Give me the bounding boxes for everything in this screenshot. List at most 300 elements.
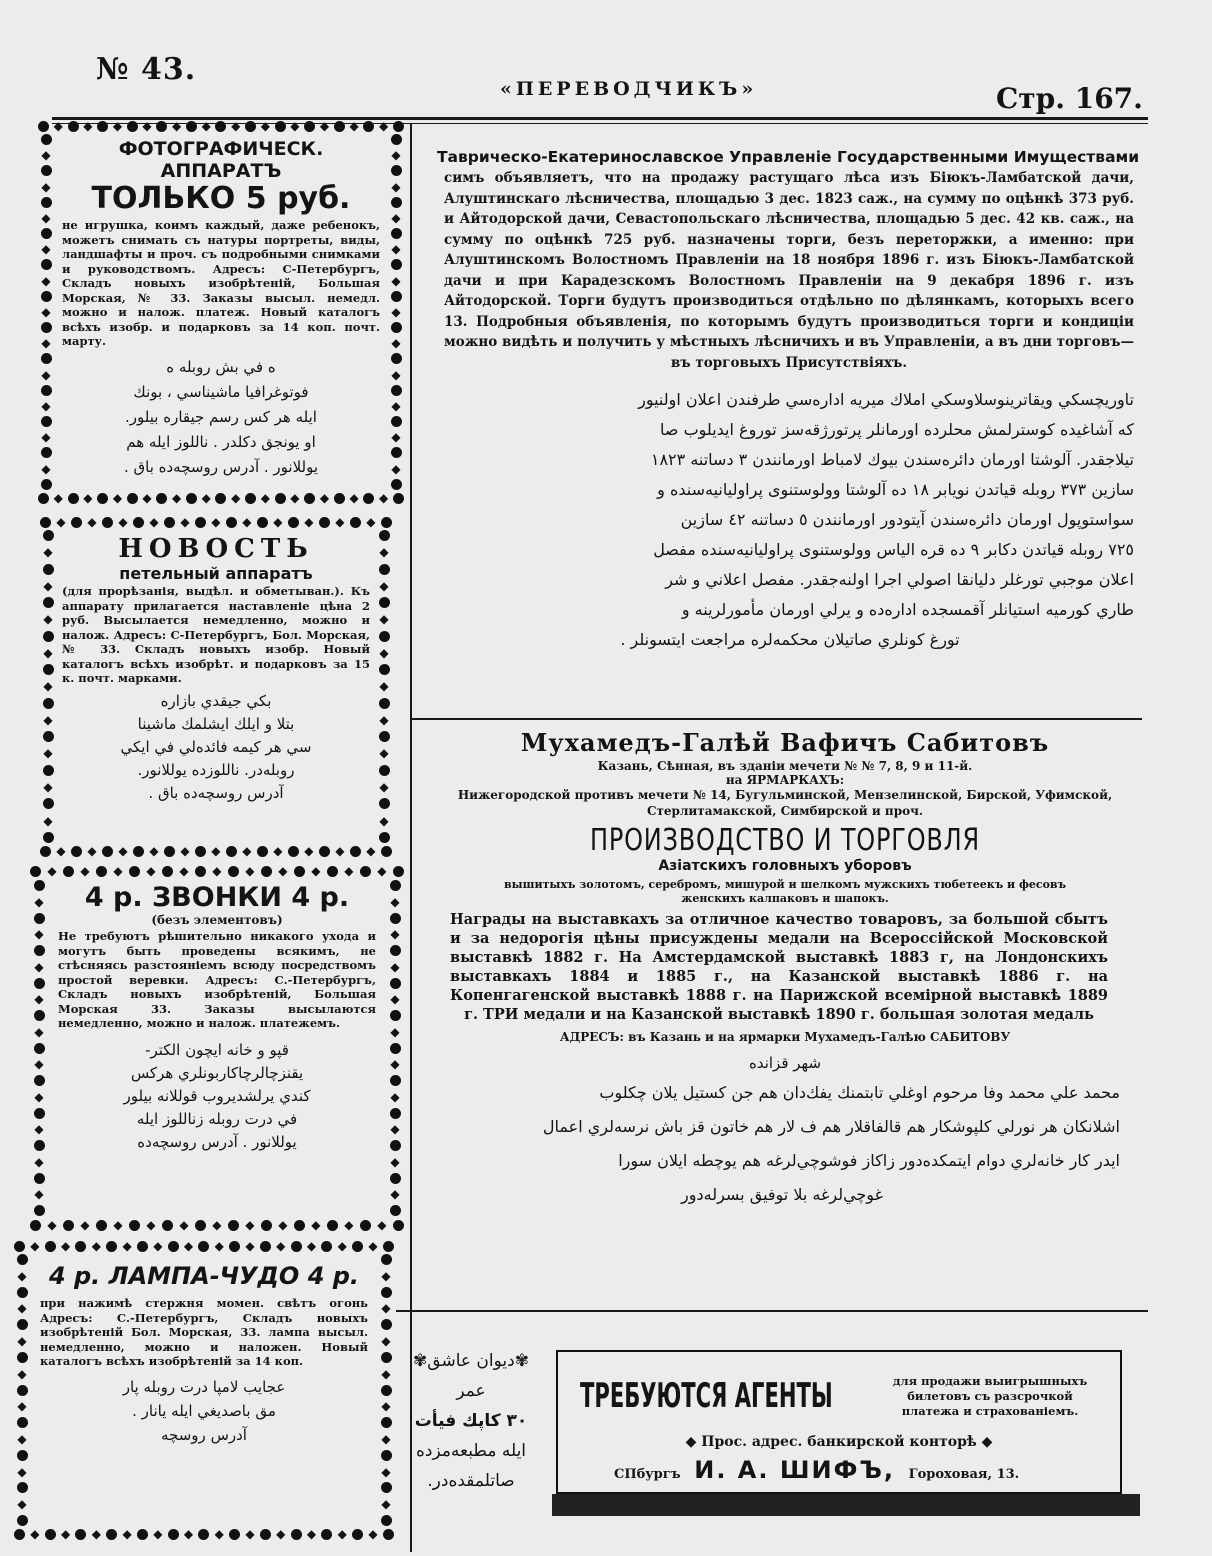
border-diamond: ◆ bbox=[391, 273, 401, 288]
border-diamond: ◆ bbox=[311, 1218, 321, 1232]
border-dot bbox=[379, 530, 390, 541]
border-dot bbox=[304, 121, 315, 132]
border-diamond: ◆ bbox=[180, 515, 190, 529]
border-diamond: ◆ bbox=[41, 242, 51, 257]
diamond-icon: ◆ bbox=[685, 1434, 697, 1450]
border-dot bbox=[379, 698, 390, 709]
border-diamond: ◆ bbox=[391, 336, 401, 351]
border-diamond: ◆ bbox=[391, 210, 401, 225]
border-diamond: ◆ bbox=[368, 1527, 378, 1541]
sabitov-arabic-line: ايدر كار خانه‌لري دوام ايتمكده‌دور زاكاز فوشوچي‌لرغه هم يوچطه ايلان سورا bbox=[618, 1151, 1120, 1170]
zvonki-title: 4 р. ЗВОНКИ 4 р. bbox=[84, 882, 350, 913]
ad-photo-camera bbox=[38, 118, 404, 506]
border-dot bbox=[393, 121, 404, 132]
border-dot bbox=[379, 731, 390, 742]
border-diamond: ◆ bbox=[179, 1218, 189, 1232]
border-diamond: ◆ bbox=[276, 1239, 286, 1253]
border-dot bbox=[381, 1450, 392, 1461]
border-diamond: ◆ bbox=[379, 813, 389, 828]
border-diamond: ◆ bbox=[171, 491, 182, 505]
border-dot bbox=[381, 1254, 392, 1265]
lampa-title: 4 р. ЛАМПА-ЧУДО 4 р. bbox=[48, 1262, 360, 1290]
divan-place: ايله مطبعه‌مزده bbox=[415, 1441, 527, 1461]
border-dot bbox=[393, 1220, 404, 1231]
border-diamond: ◆ bbox=[319, 119, 330, 133]
border-dot bbox=[379, 832, 390, 843]
border-dot bbox=[383, 1529, 394, 1540]
border-bottom bbox=[40, 843, 392, 859]
border-dot bbox=[390, 1205, 401, 1216]
border-diamond: ◆ bbox=[41, 367, 51, 382]
border-diamond: ◆ bbox=[41, 273, 51, 288]
border-diamond: ◆ bbox=[379, 712, 389, 727]
border-diamond: ◆ bbox=[34, 1024, 44, 1039]
border-diamond: ◆ bbox=[87, 844, 97, 858]
border-dot bbox=[34, 913, 45, 924]
border-dot bbox=[294, 866, 305, 877]
photo-ad-arabic-line: يوللانور . آدرس روسچه‌ده باق . bbox=[123, 457, 319, 476]
border-dot bbox=[17, 1319, 28, 1330]
border-dot bbox=[228, 1220, 239, 1231]
border-diamond: ◆ bbox=[278, 864, 288, 878]
border-dot bbox=[226, 517, 237, 528]
border-diamond: ◆ bbox=[231, 119, 241, 133]
border-diamond: ◆ bbox=[335, 844, 345, 858]
border-dot bbox=[30, 866, 41, 877]
border-diamond: ◆ bbox=[214, 1527, 224, 1541]
border-diamond: ◆ bbox=[290, 491, 300, 505]
lampa-body: при нажимѣ стержня момен. свѣтъ огонь Адресъ: С.-Петербургъ, Складъ новыхъ изобрѣтеній Бол. Морская, 33. лампа высыл. немедленно, можно и наложен. Новый каталогъ всѣхъ изобрѣтеній за 14 коп. bbox=[40, 1296, 368, 1368]
sabitov-heading: ПРОИЗВОДСТВО И ТОРГОВЛЯ bbox=[590, 823, 980, 858]
border-dot bbox=[381, 1385, 392, 1396]
border-dot bbox=[43, 798, 54, 809]
border-dot bbox=[17, 1515, 28, 1526]
border-diamond: ◆ bbox=[17, 1497, 27, 1512]
border-dot bbox=[41, 447, 52, 458]
border-dot bbox=[260, 1241, 271, 1252]
border-dot bbox=[41, 291, 52, 302]
border-dot bbox=[102, 846, 113, 857]
border-dot bbox=[17, 1352, 28, 1363]
sabitov-arabic-line: اشلانكان هر نورلي كلپوشكار هم قالفاقلار هم ف لار هم خاتون قز باش نرسه‌لري اعمال bbox=[542, 1117, 1120, 1136]
border-diamond: ◆ bbox=[231, 491, 241, 505]
border-diamond: ◆ bbox=[113, 864, 123, 878]
border-diamond: ◆ bbox=[335, 515, 345, 529]
border-diamond: ◆ bbox=[43, 712, 53, 727]
border-diamond: ◆ bbox=[319, 491, 330, 505]
border-dot bbox=[43, 631, 54, 642]
border-dot bbox=[14, 1529, 25, 1540]
border-diamond: ◆ bbox=[146, 1218, 156, 1232]
border-dot bbox=[327, 866, 338, 877]
notice-body: симъ объявляетъ, что на продажу растущаго лѣса изъ Біюкъ-Ламбатской дачи, Алуштинскаго лѣсничества, площадью 3 дес. 1823 саж., на сумму по оцѣнкѣ 373 руб. и Айтодорской дачи, Севастопольскаго лѣсничества, площадью 5 дес. 42 кв. саж., на сумму по оцѣнкѣ 725 руб. назначены торги, безъ переторжки, а именно: при Алуштинскомъ Волостномъ Правленіи на 18 ноября 1896 г. изъ Біюкъ-Ламбатской дачи и при Карадезскомъ Волостномъ Правленіи на 9 декабря 1896 г. изъ Айтодорской. Торги будутъ производиться отдѣльно по дѣлянкамъ, которыхъ всего 13. Подробныя объявленія, по которымъ будутъ производиться торги и кондиціи можно видѣть и получить у мѣстныхъ лѣсничихъ и въ Управленіи, а въ дни торговъ—въ торговыхъ Присутствіяхъ. bbox=[444, 170, 1134, 371]
border-diamond: ◆ bbox=[391, 430, 401, 445]
border-dot bbox=[43, 530, 54, 541]
novost-arabic-line: بتلا و ايلك ايشلمك ماشينا bbox=[137, 714, 295, 733]
border-diamond: ◆ bbox=[290, 119, 300, 133]
border-diamond: ◆ bbox=[381, 1301, 391, 1316]
sabitov-ad bbox=[430, 728, 1140, 1212]
border-dot bbox=[68, 121, 79, 132]
novost-arabic-line: روبله‌در. ناللوزده يوللانور. bbox=[137, 760, 295, 779]
border-diamond: ◆ bbox=[245, 1527, 255, 1541]
border-dot bbox=[45, 1241, 56, 1252]
border-dot bbox=[360, 866, 371, 877]
border-dot bbox=[97, 121, 108, 132]
divan-title bbox=[398, 1346, 544, 1376]
border-dot bbox=[363, 493, 374, 504]
border-dot bbox=[41, 134, 52, 145]
border-diamond: ◆ bbox=[30, 1527, 40, 1541]
border-diamond: ◆ bbox=[390, 894, 400, 909]
border-dot bbox=[288, 846, 299, 857]
border-diamond: ◆ bbox=[83, 119, 93, 133]
border-diamond: ◆ bbox=[112, 491, 123, 505]
border-diamond: ◆ bbox=[17, 1399, 27, 1414]
sabitov-arabic-line: محمد علي محمد وفا مرحوم اوغلي تابتمنك يفك‌دان هم جن كستيل يلان چكلوب bbox=[599, 1083, 1120, 1102]
border-diamond: ◆ bbox=[112, 119, 123, 133]
border-diamond: ◆ bbox=[43, 746, 53, 761]
border-diamond: ◆ bbox=[391, 304, 401, 319]
border-diamond: ◆ bbox=[344, 1218, 354, 1232]
border-diamond: ◆ bbox=[211, 844, 221, 858]
border-dot bbox=[294, 1220, 305, 1231]
flower-icon: ✾ bbox=[413, 1351, 428, 1371]
border-dot bbox=[321, 1241, 332, 1252]
border-diamond: ◆ bbox=[306, 1239, 317, 1253]
border-dot bbox=[41, 228, 52, 239]
ad-electric-bells bbox=[30, 862, 404, 1234]
divan-price: ٣٠ كاپك فيأت bbox=[414, 1411, 528, 1431]
page-number: Стр. 167. bbox=[996, 82, 1143, 115]
border-diamond: ◆ bbox=[278, 1218, 288, 1232]
novost-body: (для прорѣзанія, выдѣл. и обметыван.). Къ аппарату прилагается наставленіе цѣна 2 руб. Высылается немедленно, можно и налож. Адресъ: С-Петербургъ, Бол. Морская, № 33. Складъ новыхъ изобр. Новый каталогъ всѣхъ изобрѣт. и подарковъ за 15 к. почт. марками. bbox=[62, 584, 370, 685]
novost-arabic-line: آدرس روسچه‌ده باق . bbox=[148, 783, 284, 802]
sabitov-fairs-label: на ЯРМАРКАХЪ: bbox=[725, 773, 845, 787]
border-diamond: ◆ bbox=[242, 844, 252, 858]
border-dot bbox=[391, 447, 402, 458]
border-diamond: ◆ bbox=[366, 844, 376, 858]
border-dot bbox=[215, 493, 226, 504]
border-diamond: ◆ bbox=[83, 491, 93, 505]
border-dot bbox=[14, 1241, 25, 1252]
border-dot bbox=[390, 1173, 401, 1184]
border-dot bbox=[34, 880, 45, 891]
border-dot bbox=[381, 1319, 392, 1330]
agents-description: для продажи выигрышныхъ билетовъ съ разсрочкой платежа и страхованіемъ. bbox=[892, 1374, 1088, 1418]
border-left bbox=[38, 134, 54, 490]
border-dot bbox=[156, 493, 167, 504]
border-dot bbox=[41, 416, 52, 427]
border-dot bbox=[334, 493, 345, 504]
photo-ad-arabic-line: ايله هر كس رسم جيقاره بيلور. bbox=[125, 407, 317, 426]
border-dot bbox=[38, 493, 49, 504]
border-dot bbox=[260, 1529, 271, 1540]
border-dot bbox=[43, 597, 54, 608]
border-dot bbox=[257, 517, 268, 528]
border-dot bbox=[391, 134, 402, 145]
border-top bbox=[38, 118, 404, 134]
border-diamond: ◆ bbox=[41, 430, 51, 445]
border-dot bbox=[390, 1140, 401, 1151]
border-left bbox=[40, 530, 56, 843]
border-dot bbox=[379, 798, 390, 809]
border-diamond: ◆ bbox=[391, 461, 401, 476]
border-diamond: ◆ bbox=[87, 515, 97, 529]
border-dot bbox=[41, 322, 52, 333]
border-diamond: ◆ bbox=[34, 927, 44, 942]
border-diamond: ◆ bbox=[245, 1239, 255, 1253]
border-diamond: ◆ bbox=[379, 545, 389, 560]
border-diamond: ◆ bbox=[34, 1089, 44, 1104]
border-diamond: ◆ bbox=[214, 1239, 224, 1253]
border-dot bbox=[186, 493, 197, 504]
border-diamond: ◆ bbox=[381, 1497, 391, 1512]
border-dot bbox=[162, 866, 173, 877]
border-dot bbox=[390, 880, 401, 891]
border-dot bbox=[379, 597, 390, 608]
border-diamond: ◆ bbox=[17, 1464, 27, 1479]
sabitov-awards: Награды на выставкахъ за отличное качество товаровъ, за большой сбытъ и за недорогія цѣны присуждены медали на Всероссійской Московской выставкѣ 1882 г. На Амстердамской выставкѣ 1883 г, на Лондонскихъ выставкахъ 1884 и 1885 г., на Казанской выставкѣ 1886 г. на Копенгагенской выставкѣ 1888 г. на Парижской всемірной выставкѣ 1889 г. ТРИ медали и на Казанской выставкѣ 1890 г. большая золотая медаль bbox=[450, 911, 1108, 1023]
zvonki-body: Не требуютъ рѣшительно никакого ухода и могутъ быть проведены всякимъ, не стѣсняясь разстояніемъ всюду посредствомъ простой веревки. Адресъ: С.-Петербургъ, Складъ новыхъ изобрѣтеній, Большая Морская 33. Заказы высылаются немедленно, можно и налож. платежемъ. bbox=[58, 929, 376, 1030]
border-dot bbox=[38, 121, 49, 132]
zvonki-arabic-line: في درت روبله زناللوز ايله bbox=[136, 1109, 298, 1128]
border-diamond: ◆ bbox=[122, 1239, 132, 1253]
border-diamond: ◆ bbox=[381, 1366, 391, 1381]
border-dot bbox=[390, 1043, 401, 1054]
border-dot bbox=[391, 479, 402, 490]
border-diamond: ◆ bbox=[381, 1431, 391, 1446]
border-dot bbox=[75, 1529, 86, 1540]
border-diamond: ◆ bbox=[53, 491, 63, 505]
border-diamond: ◆ bbox=[118, 844, 128, 858]
notice-arabic-line: تيلاجقدر. آلوشتا اورمان دائره‌سندن بيوك لامباط اورمانندن ٣ دساتنه ١٨٢٣ bbox=[650, 450, 1134, 469]
border-dot bbox=[291, 1241, 302, 1252]
border-dot bbox=[381, 846, 392, 857]
border-dot bbox=[43, 832, 54, 843]
border-diamond: ◆ bbox=[80, 864, 90, 878]
agents-wanted-ad bbox=[556, 1350, 1122, 1494]
border-diamond: ◆ bbox=[391, 179, 401, 194]
border-left bbox=[14, 1254, 30, 1526]
border-dot bbox=[45, 1529, 56, 1540]
agents-title: ТРЕБУЮТСЯ АГЕНТЫ bbox=[580, 1376, 833, 1416]
border-diamond: ◆ bbox=[17, 1301, 27, 1316]
border-diamond: ◆ bbox=[390, 1122, 400, 1137]
border-dot bbox=[391, 322, 402, 333]
agents-address-label: Прос. адрес. банкирской конторѣ bbox=[701, 1434, 977, 1450]
border-right bbox=[386, 880, 404, 1216]
border-dot bbox=[43, 731, 54, 742]
border-dot bbox=[350, 846, 361, 857]
border-dot bbox=[17, 1254, 28, 1265]
border-dot bbox=[34, 978, 45, 989]
border-dot bbox=[127, 121, 138, 132]
border-dot bbox=[352, 1529, 363, 1540]
border-diamond: ◆ bbox=[245, 864, 255, 878]
zvonki-subtitle: (безъ элементовъ) bbox=[151, 913, 283, 927]
border-dot bbox=[391, 197, 402, 208]
border-dot bbox=[127, 493, 138, 504]
sabitov-arabic-heading: شهر قزانده bbox=[748, 1054, 822, 1072]
border-dot bbox=[245, 121, 256, 132]
border-dot bbox=[379, 765, 390, 776]
border-diamond: ◆ bbox=[391, 367, 401, 382]
border-diamond: ◆ bbox=[201, 491, 211, 505]
border-diamond: ◆ bbox=[43, 545, 53, 560]
border-dot bbox=[391, 416, 402, 427]
agents-city: СПбургъ bbox=[614, 1467, 681, 1482]
border-dot bbox=[379, 664, 390, 675]
border-diamond: ◆ bbox=[80, 1218, 90, 1232]
border-diamond: ◆ bbox=[212, 864, 222, 878]
border-right bbox=[388, 134, 404, 490]
border-right bbox=[376, 530, 392, 843]
border-dot bbox=[164, 846, 175, 857]
border-dot bbox=[71, 517, 82, 528]
border-dot bbox=[391, 165, 402, 176]
border-diamond: ◆ bbox=[118, 515, 128, 529]
border-dot bbox=[30, 1220, 41, 1231]
border-diamond: ◆ bbox=[201, 119, 211, 133]
border-bottom bbox=[30, 1216, 404, 1234]
section-rule bbox=[412, 718, 1142, 720]
border-dot bbox=[391, 228, 402, 239]
sabitov-fairs: Нижегородской противъ мечети № 14, Бугульминской, Мензелинской, Бирской, Уфимской, Стерлитамакской, Симбирской и проч. bbox=[457, 788, 1113, 818]
border-dot bbox=[390, 1010, 401, 1021]
border-diamond: ◆ bbox=[390, 992, 400, 1007]
border-dot bbox=[379, 564, 390, 575]
border-dot bbox=[41, 259, 52, 270]
zvonki-arabic-line: يقنزچالرچاكاربونلري هركس bbox=[130, 1063, 304, 1082]
border-diamond: ◆ bbox=[381, 1464, 391, 1479]
border-diamond: ◆ bbox=[53, 119, 63, 133]
notice-arabic-line: طاري كورميه استيانلر آقمسجده اداره‌ده و يرلي اورمان مأمورلرينه و bbox=[681, 600, 1134, 619]
notice-arabic-line: تورغ كونلري صاتيلان محكمه‌لره مراجعت ايتسونلر . bbox=[620, 630, 960, 649]
border-dot bbox=[352, 1241, 363, 1252]
border-dot bbox=[304, 493, 315, 504]
border-diamond: ◆ bbox=[183, 1527, 194, 1541]
notice-arabic-line: اعلان موجبي تورغلر دليانقا اصولي اجرا اولنه‌جقدر. مفصل اعلاني و شر bbox=[665, 570, 1134, 589]
novost-title: НОВОСТЬ bbox=[118, 534, 314, 564]
border-dot bbox=[17, 1482, 28, 1493]
border-diamond: ◆ bbox=[273, 844, 283, 858]
border-dot bbox=[43, 765, 54, 776]
border-diamond: ◆ bbox=[391, 148, 401, 163]
border-dot bbox=[321, 1529, 332, 1540]
border-diamond: ◆ bbox=[390, 959, 400, 974]
border-diamond: ◆ bbox=[142, 491, 152, 505]
border-diamond: ◆ bbox=[17, 1268, 27, 1283]
border-diamond: ◆ bbox=[242, 515, 252, 529]
novost-arabic-line: بكي جيقدي بازاره bbox=[160, 691, 272, 710]
border-diamond: ◆ bbox=[379, 491, 389, 505]
photo-ad-body: не игрушка, коимъ каждый, даже ребенокъ, можетъ снимать съ натуры портреты, виды, ландшафты и проч. съ подробными снимками и руководствомъ. Адресъ: С-Петербургъ, Складъ новыхъ изобрѣтеній, Большая Морская, № 33. Заказы высыл. немедл. можно и налож. платеж. Новый каталогъ всѣхъ изобр. и подарковъ за 14 коп. почт. марту. bbox=[62, 218, 380, 348]
section-rule bbox=[396, 1310, 1148, 1312]
border-dot bbox=[275, 121, 286, 132]
border-dot bbox=[34, 1043, 45, 1054]
border-diamond: ◆ bbox=[41, 210, 51, 225]
border-diamond: ◆ bbox=[377, 864, 387, 878]
agents-street: Гороховая, 13. bbox=[908, 1467, 1020, 1482]
photo-ad-headline: ФОТОГРАФИЧЕСК. АППАРАТЪ bbox=[118, 138, 324, 182]
notice-arabic-line: تاوريچسكي ويقاترينوسلاوسكي املاك ميريه اداره‌سي طرفندن اعلان اولنيور bbox=[638, 390, 1134, 409]
border-diamond: ◆ bbox=[337, 1527, 347, 1541]
border-dot bbox=[319, 517, 330, 528]
border-diamond: ◆ bbox=[180, 844, 190, 858]
border-dot bbox=[390, 945, 401, 956]
border-diamond: ◆ bbox=[390, 1089, 400, 1104]
border-diamond: ◆ bbox=[391, 242, 401, 257]
border-diamond: ◆ bbox=[43, 813, 53, 828]
border-left bbox=[30, 880, 48, 1216]
border-dot bbox=[34, 1075, 45, 1086]
issue-number: № 43. bbox=[96, 52, 197, 87]
border-dot bbox=[226, 846, 237, 857]
border-diamond: ◆ bbox=[91, 1527, 101, 1541]
photo-ad-price: ТОЛЬКО 5 руб. bbox=[91, 181, 351, 216]
border-dot bbox=[393, 866, 404, 877]
notice-title: Таврическо-Екатеринославское Управленіе Государственными Имуществами bbox=[436, 148, 1140, 166]
border-diamond: ◆ bbox=[122, 1527, 132, 1541]
border-dot bbox=[393, 493, 404, 504]
border-dot bbox=[129, 866, 140, 877]
border-dot bbox=[34, 1108, 45, 1119]
border-dot bbox=[40, 517, 51, 528]
novost-subtitle: петельный аппаратъ bbox=[119, 564, 313, 583]
zvonki-arabic-line: كندي يرلشديروب قوللانه بيلور bbox=[123, 1086, 311, 1105]
newspaper-title: «ПЕРЕВОДЧИКЪ» bbox=[500, 78, 758, 100]
border-diamond: ◆ bbox=[381, 1268, 391, 1283]
border-dot bbox=[137, 1529, 148, 1540]
border-dot bbox=[275, 493, 286, 504]
border-dot bbox=[71, 846, 82, 857]
border-dot bbox=[34, 1205, 45, 1216]
border-top bbox=[40, 514, 392, 530]
border-dot bbox=[390, 1075, 401, 1086]
border-diamond: ◆ bbox=[142, 119, 152, 133]
border-diamond: ◆ bbox=[17, 1431, 27, 1446]
border-diamond: ◆ bbox=[34, 1057, 44, 1072]
border-diamond: ◆ bbox=[377, 1218, 387, 1232]
border-dot bbox=[288, 517, 299, 528]
border-dot bbox=[129, 1220, 140, 1231]
border-diamond: ◆ bbox=[390, 1154, 400, 1169]
border-diamond: ◆ bbox=[390, 1057, 400, 1072]
border-diamond: ◆ bbox=[391, 398, 401, 413]
border-diamond: ◆ bbox=[60, 1527, 71, 1541]
border-dot bbox=[106, 1529, 117, 1540]
border-diamond: ◆ bbox=[304, 515, 314, 529]
photo-ad-arabic-line: او يونجق دكلدر . ناللوز ايله هم bbox=[126, 432, 316, 451]
border-diamond: ◆ bbox=[245, 1218, 255, 1232]
forest-sale-notice bbox=[426, 148, 1150, 655]
border-dot bbox=[381, 517, 392, 528]
border-diamond: ◆ bbox=[43, 578, 53, 593]
border-bottom bbox=[38, 490, 404, 506]
border-dot bbox=[168, 1529, 179, 1540]
flower-icon: ✾ bbox=[514, 1351, 529, 1371]
border-dot bbox=[164, 517, 175, 528]
border-dot bbox=[41, 385, 52, 396]
border-dot bbox=[75, 1241, 86, 1252]
border-diamond: ◆ bbox=[34, 894, 44, 909]
border-dot bbox=[43, 698, 54, 709]
border-diamond: ◆ bbox=[379, 612, 389, 627]
diamond-icon: ◆ bbox=[981, 1434, 993, 1450]
border-diamond: ◆ bbox=[304, 844, 314, 858]
border-dot bbox=[381, 1482, 392, 1493]
